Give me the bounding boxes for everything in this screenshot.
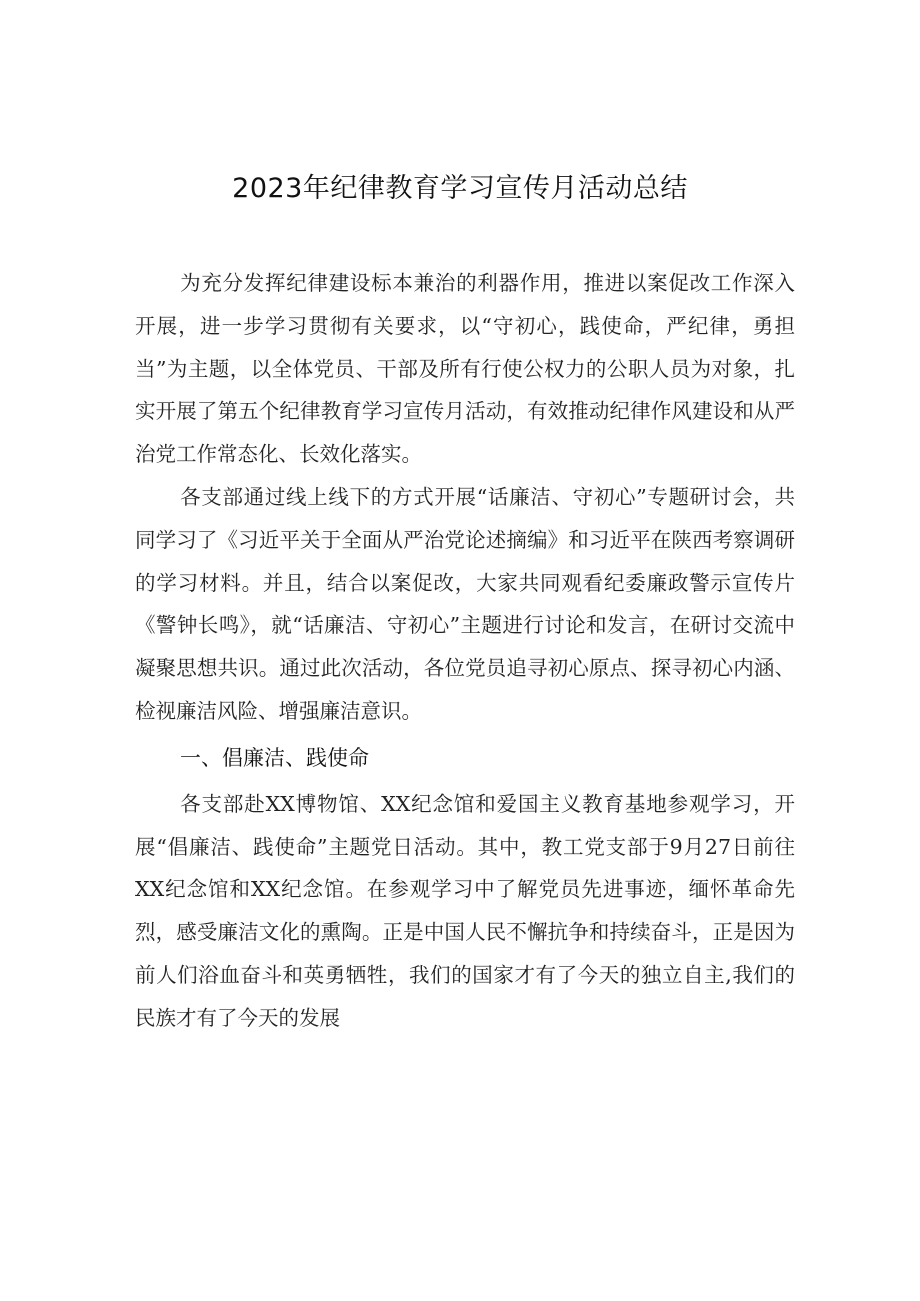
document-body	[135, 262, 795, 1040]
section-heading: 一、倡廉洁、践使命	[180, 745, 369, 770]
seminar-paragraph: 各支部通过线上线下的方式开展“话廉洁、守初心”专题研讨会，共同学习了《习近平关于全面从严治党论述摘编》和习近平在陕西考察调研的学习材料。并且，结合以案促改，大家共同观看纪委廉政警示宣传片《警钟长鸣》，就“话廉洁、守初心”主题进行讨论和发言，在研讨交流中凝聚思想共识。通过此次活动，各位党员追寻初心原点、探寻初心内涵、检视廉洁风险、增强廉洁意识。	[135, 484, 795, 723]
section-paragraph: 各支部赴XX博物馆、XX纪念馆和爱国主义教育基地参观学习，开展“倡廉洁、践使命”主题党日活动。其中，教工党支部于9月27日前往XX纪念馆和XX纪念馆。在参观学习中了解党员先进事迹，缅怀革命先烈，感受廉洁文化的熏陶。正是中国人民不懈抗争和持续奋斗，正是因为前人们浴血奋斗和英勇牺牲，我们的国家才有了今天的独立自主,我们的民族才有了今天的发展	[135, 791, 795, 1030]
document-title: 2023年纪律教育学习宣传月活动总结	[232, 173, 688, 204]
intro-paragraph: 为充分发挥纪律建设标本兼治的利器作用，推进以案促改工作深入开展，进一步学习贯彻有关要求，以“守初心，践使命，严纪律，勇担当”为主题，以全体党员、干部及所有行使公权力的公职人员为对象，扎实开展了第五个纪律教育学习宣传月活动，有效推动纪律作风建设和从严治党工作常态化、长效化落实。	[135, 271, 795, 467]
